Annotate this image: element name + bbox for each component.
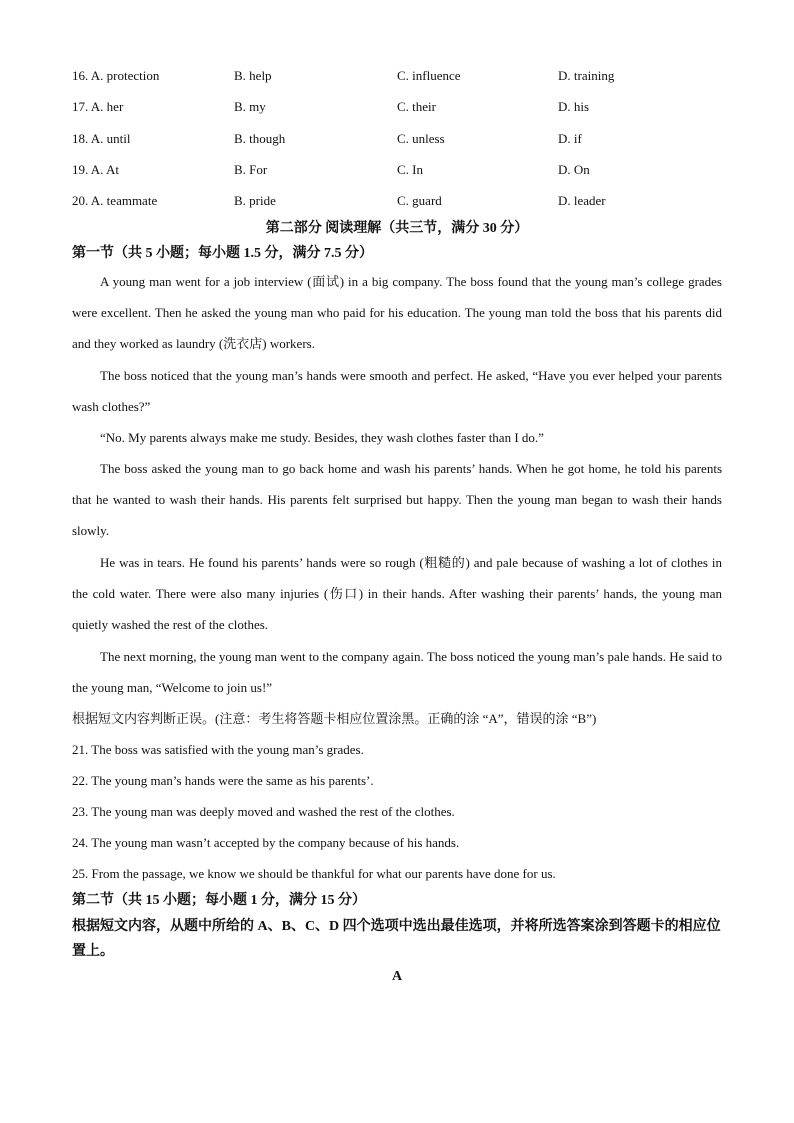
section2-instruction: 根据短文内容，从题中所给的 A、B、C、D 四个选项中选出最佳选项，并将所选答案涂到答题卡的相应位置上。 (72, 919, 721, 959)
judge-instruction: 根据短文内容判断正误。(注意：考生将答题卡相应位置涂黑。正确的涂 “A”，错误的涂 “B”) (72, 711, 597, 726)
question-21: 21. The boss was satisfied with the young man’s grades. (72, 742, 364, 757)
passage-paragraph: A young man went for a job interview (面试) in a big company. The boss found that the young man’s college grades were excellent. Then he asked the young man who paid for his education. The young man told the boss that his parents did and they worked as laundry (洗衣店) workers. (72, 274, 722, 351)
option-a: 18. A. until (72, 131, 131, 146)
passage-paragraph: “No. My parents always make me study. Besides, they wash clothes faster than I do.” (100, 430, 544, 445)
option-b: B. pride (234, 193, 276, 208)
option-c: C. In (397, 162, 423, 177)
option-a: 16. A. protection (72, 68, 160, 83)
question-23: 23. The young man was deeply moved and washed the rest of the clothes. (72, 804, 455, 819)
option-row-18 (72, 129, 722, 149)
option-row-19 (72, 160, 722, 180)
option-d: D. leader (558, 193, 606, 208)
option-b: B. though (234, 131, 286, 146)
option-a: 17. A. her (72, 99, 124, 114)
passage-paragraph: The boss asked the young man to go back home and wash his parents’ hands. When he got home, he told his parents that he wanted to wash their hands. His parents felt surprised but happy. Then the young man began to wash their hands slowly. (72, 461, 722, 538)
option-row-17 (72, 97, 722, 117)
option-row-20 (72, 191, 722, 211)
question-24: 24. The young man wasn’t accepted by the company because of his hands. (72, 835, 460, 850)
option-c: C. their (397, 99, 436, 114)
option-row-16 (72, 66, 722, 86)
option-c: C. influence (397, 68, 461, 83)
option-a: 20. A. teammate (72, 193, 158, 208)
option-b: B. help (234, 68, 272, 83)
option-b: B. my (234, 99, 266, 114)
passage-label: A (391, 969, 403, 984)
question-25: 25. From the passage, we know we should be thankful for what our parents have done for us. (72, 866, 556, 881)
option-d: D. his (558, 99, 590, 114)
passage-paragraph: He was in tears. He found his parents’ hands were so rough (粗糙的) and pale because of washing a lot of clothes in the cold water. There were also many injuries (伤口) in their hands. After washing their parents’ hands, the young man quietly washed the rest of the clothes. (72, 555, 722, 632)
option-a: 19. A. At (72, 162, 119, 177)
option-b: B. For (234, 162, 268, 177)
section2-title: 第二节（共 15 小题；每小题 1 分，满分 15 分） (72, 893, 366, 908)
passage-paragraph: The next morning, the young man went to the company again. The boss noticed the young man’s pale hands. He said to the young man, “Welcome to join us!” (72, 649, 722, 695)
part2-title: 第二部分 阅读理解（共三节，满分 30 分） (265, 221, 529, 236)
question-22: 22. The young man’s hands were the same as his parents’. (72, 773, 374, 788)
option-c: C. guard (397, 193, 442, 208)
section1-title: 第一节（共 5 小题；每小题 1.5 分，满分 7.5 分） (72, 246, 373, 261)
option-c: C. unless (397, 131, 445, 146)
option-d: D. On (558, 162, 590, 177)
passage-paragraph: The boss noticed that the young man’s hands were smooth and perfect. He asked, “Have you ever helped your parents wash clothes?” (72, 368, 722, 414)
option-d: D. training (558, 68, 615, 83)
option-d: D. if (558, 131, 582, 146)
